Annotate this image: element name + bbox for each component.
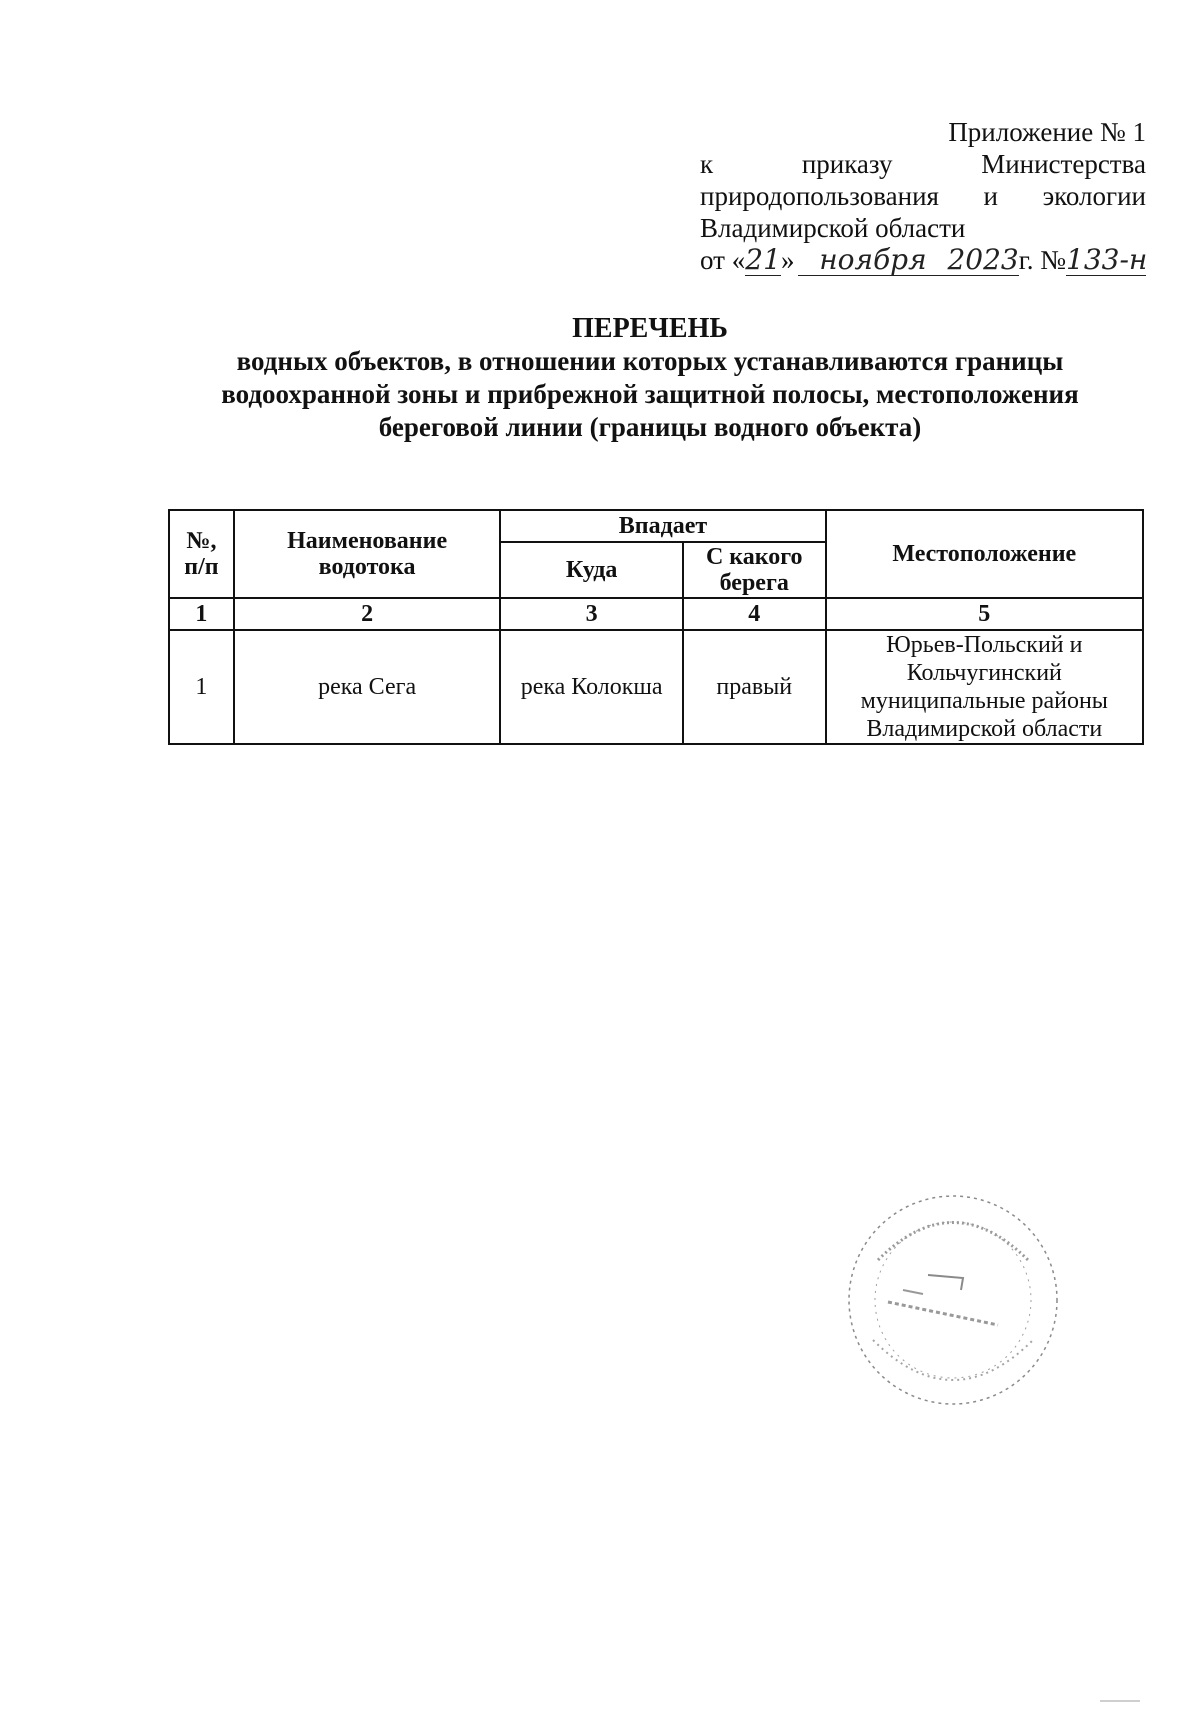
appendix-word: к	[700, 149, 714, 179]
column-number: 2	[234, 598, 500, 630]
table-row	[169, 630, 1143, 744]
round-seal-icon	[843, 1190, 1063, 1410]
header-location: Местоположение	[826, 510, 1143, 598]
heading-line-2: водоохранной зоны и прибрежной защитной полосы, местоположения	[221, 379, 1079, 409]
cell-bank: правый	[683, 630, 826, 744]
heading-line-1: водных объектов, в отношении которых устанавливаются границы	[236, 346, 1064, 376]
handwritten-day: 21	[745, 243, 781, 276]
column-numbers-row	[169, 598, 1143, 630]
table-header-row	[169, 510, 1143, 542]
date-prefix: от «	[700, 245, 746, 275]
cell-num: 1	[169, 630, 234, 744]
column-number: 4	[683, 598, 826, 630]
column-number: 5	[826, 598, 1143, 630]
column-number: 1	[169, 598, 234, 630]
header-name: Наименование водотока	[234, 510, 500, 598]
header-inflow: Впадает	[500, 510, 825, 542]
heading-line-3: береговой линии (границы водного объекта)	[378, 412, 922, 442]
appendix-line-1	[700, 148, 1146, 180]
seal-graphic	[843, 1190, 1063, 1410]
cell-name: река Сега	[234, 630, 500, 744]
appendix-word: приказу	[801, 149, 893, 179]
appendix-line-2	[700, 180, 1146, 212]
appendix-block	[700, 116, 1146, 276]
document-heading	[150, 312, 1150, 444]
appendix-word: природопользования	[700, 181, 939, 211]
water-objects-table	[168, 509, 1144, 745]
appendix-title: Приложение № 1	[948, 117, 1146, 147]
date-suffix: г. №	[1018, 245, 1066, 275]
date-mid: »	[780, 245, 795, 275]
header-num: №, п/п	[169, 510, 234, 598]
appendix-word: Министерства	[981, 149, 1146, 179]
cell-where: река Колокша	[500, 630, 683, 744]
heading-title: ПЕРЕЧЕНЬ	[572, 313, 728, 344]
appendix-word: и	[983, 181, 998, 211]
handwritten-order-number: 133-н	[1066, 243, 1148, 276]
handwritten-year: 2023	[947, 243, 1019, 276]
column-number: 3	[500, 598, 683, 630]
scan-mark	[1100, 1700, 1140, 1702]
handwritten-month: ноября	[798, 245, 947, 276]
cell-location: Юрьев-Польский и Кольчугинский муниципальные районы Владимирской области	[826, 630, 1143, 744]
appendix-line-3: Владимирской области	[700, 213, 966, 243]
order-date-line	[700, 244, 1146, 276]
appendix-word: экологии	[1042, 181, 1146, 211]
header-bank: С какого берега	[683, 542, 826, 598]
header-where: Куда	[500, 542, 683, 598]
